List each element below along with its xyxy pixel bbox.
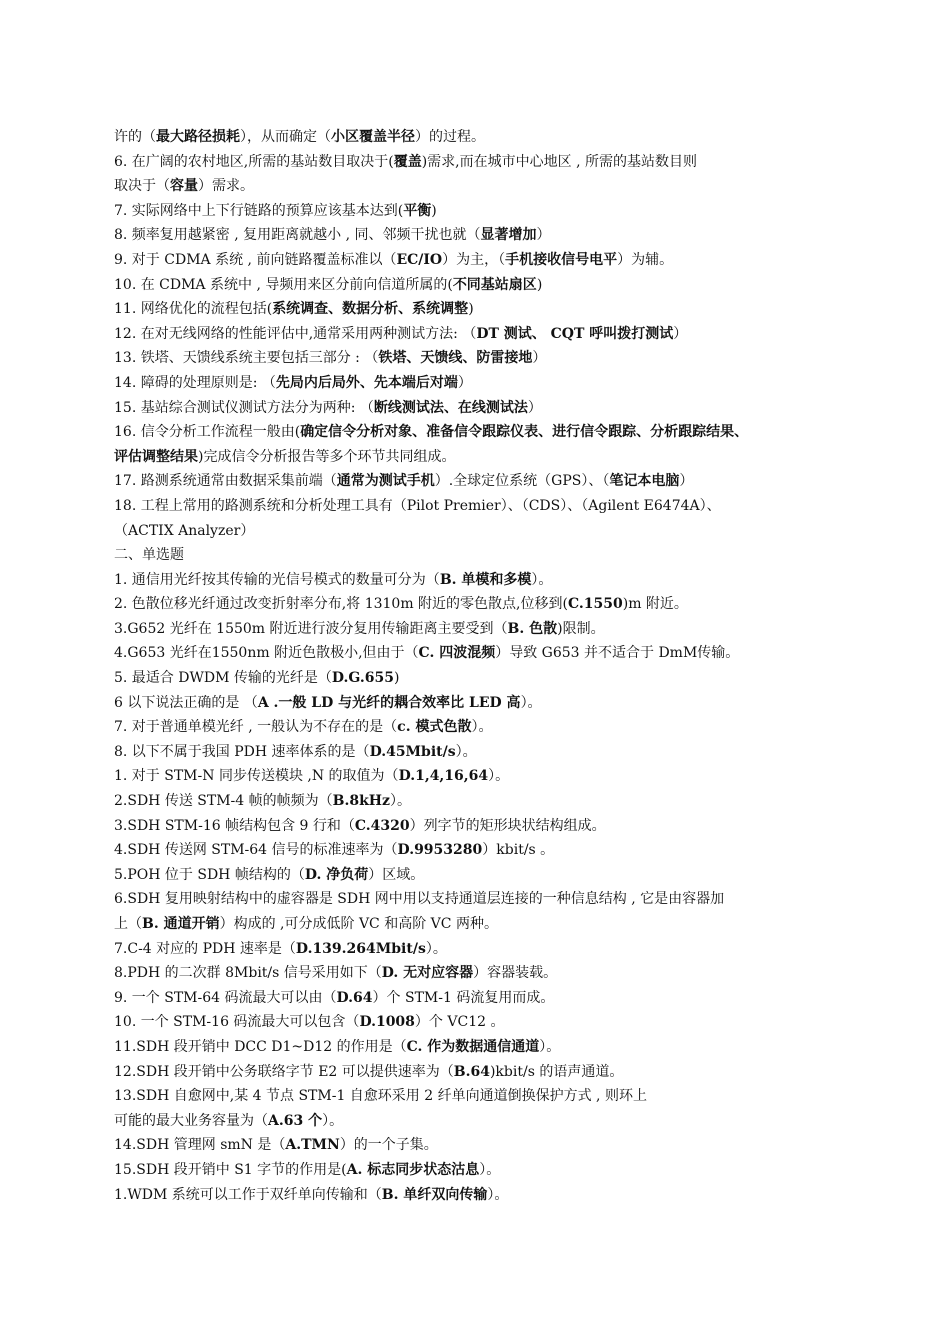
answer-text: D.139.264Mbit/s	[295, 940, 426, 957]
question-text: ）个 STM-1 码流复用而成。	[372, 989, 555, 1006]
text-line	[114, 715, 854, 740]
answer-text: 系统调查、数据分析、系统调整	[272, 301, 469, 318]
question-text: 13.SDH 自愈网中,某 4 节点 STM-1 自愈环采用 2 纤单向通道倒换保护方式 , 则环上	[114, 1088, 647, 1105]
question-text: )限制。	[557, 620, 605, 637]
text-line	[114, 371, 854, 396]
text-line	[114, 420, 854, 445]
question-text: 6 以下说法正确的是 （	[114, 694, 258, 711]
text-line	[114, 568, 854, 593]
text-line	[114, 1084, 854, 1109]
question-text: ）列字节的矩形块状结构组成。	[409, 817, 606, 834]
question-text: )	[393, 670, 400, 687]
question-text: 10. 在 CDMA 系统中 , 导频用来区分前向信道所属的(	[114, 276, 453, 293]
answer-text: D.9953280	[397, 842, 483, 859]
text-line	[114, 248, 854, 273]
question-text: 11. 网络优化的流程包括(	[114, 301, 273, 318]
answer-text: 确定信令分析对象、准备信令跟踪仪表、进行信令跟踪、分析跟踪结果、	[300, 424, 749, 441]
answer-text: 容量	[170, 178, 198, 195]
text-line	[114, 1109, 854, 1134]
text-line	[114, 617, 854, 642]
question-text: 18. 工程上常用的路测系统和分析处理工具有（Pilot Premier）、（CDS）、（Agilent E6474A）、	[114, 497, 721, 514]
answer-text: C.4320	[354, 817, 410, 834]
question-text: ）需求。	[198, 178, 254, 195]
answer-text: 不同基站扇区	[452, 276, 537, 293]
question-text: ）为主，（	[442, 251, 506, 268]
question-text: 11.SDH 段开销中 DCC D1~D12 的作用是（	[114, 1038, 407, 1055]
text-line	[114, 592, 854, 617]
question-text: 9. 对于 CDMA 系统 , 前向链路覆盖标准以（	[114, 251, 397, 268]
question-text: 6. 在广阔的农村地区,所需的基站数目取决于(	[114, 153, 394, 170]
question-text: ）的过程。	[415, 129, 485, 145]
text-line	[114, 494, 854, 519]
text-line	[114, 322, 854, 347]
question-text: ）。	[425, 940, 447, 957]
question-text: 13. 铁塔、天馈线系统主要包括三部分 : （	[114, 350, 379, 367]
answer-text: 通常为测试手机	[336, 473, 435, 490]
answer-text: 最大路径损耗	[156, 129, 240, 145]
text-line	[114, 1133, 854, 1158]
text-line	[114, 1010, 854, 1035]
question-text: 15.SDH 段开销中 S1 字节的作用是(	[114, 1161, 347, 1178]
answer-text: c. 模式色散	[397, 719, 472, 736]
text-line	[114, 887, 854, 912]
question-text: 3.G652 光纤在 1550m 附近进行波分复用传输距离主要受到（	[114, 620, 508, 637]
question-text: 许的（	[114, 129, 156, 145]
question-text: 二、单选题	[114, 547, 184, 564]
answer-text: B. 通道开销	[142, 916, 220, 932]
text-line	[114, 297, 854, 322]
text-line	[114, 666, 854, 691]
question-text: 2. 色散位移光纤通过改变折射率分布,将 1310m 附近的零色散点,位移到(	[114, 596, 568, 613]
text-line	[114, 961, 854, 986]
document-body	[114, 125, 854, 1207]
answer-text: A. 标志同步状态沽息	[346, 1161, 480, 1178]
question-text: 17. 路测系统通常由数据采集前端（	[114, 473, 337, 490]
answer-text: 小区覆盖半径	[331, 129, 415, 145]
answer-text: A .一般 LD 与光纤的耦合效率比 LED 高	[257, 694, 521, 711]
text-line	[114, 838, 854, 863]
text-line	[114, 519, 854, 544]
question-text: )完成信令分析报告等多个环节共同组成。	[198, 448, 456, 465]
question-text: 7.C-4 对应的 PDH 速率是（	[114, 940, 296, 957]
answer-text: 平衡	[403, 202, 432, 219]
text-line	[114, 469, 854, 494]
text-line	[114, 174, 854, 199]
question-text: ）导致 G653 并不适合于 DmM传输。	[495, 645, 740, 662]
question-text: ）。	[531, 571, 553, 588]
question-text: 1. 通信用光纤按其传输的光信号模式的数量可分为（	[114, 571, 440, 588]
answer-text: D.1008	[359, 1014, 415, 1031]
question-text: 3.SDH STM-16 帧结构包含 9 行和（	[114, 817, 355, 834]
answer-text: 覆盖	[393, 153, 422, 170]
question-text: )	[431, 202, 437, 219]
question-text: 5. 最适合 DWDM 传输的光纤是（	[114, 670, 332, 687]
answer-text: A.63 个	[268, 1112, 323, 1129]
question-text: ）。	[487, 1186, 509, 1203]
question-text: ）。	[471, 719, 493, 736]
question-text: ）。	[389, 793, 411, 810]
text-line	[114, 273, 854, 298]
question-text: 10. 一个 STM-16 码流最大可以包含（	[114, 1014, 360, 1031]
text-line	[114, 764, 854, 789]
question-text: ）	[536, 227, 551, 244]
question-text: 1. 对于 STM-N 同步传送模块 ,N 的取值为（	[114, 768, 399, 785]
question-text: 8. 频率复用越紧密 , 复用距离就越小 , 同、邻频干扰也就（	[114, 227, 481, 244]
answer-text: D. 净负荷	[304, 866, 369, 883]
question-text: ）	[679, 473, 694, 490]
question-text: 4.G653 光纤在1550nm 附近色散极小,但由于（	[114, 645, 419, 662]
question-text: 12.SDH 段开销中公务联络字节 E2 可以提供速率为（	[114, 1063, 454, 1080]
answer-text: 显著增加	[480, 227, 537, 244]
question-text: 取决于（	[114, 178, 170, 195]
answer-text: C. 四波混频	[418, 645, 496, 662]
text-line	[114, 641, 854, 666]
answer-text: A.TMN	[285, 1137, 340, 1154]
question-text: )	[468, 301, 474, 318]
text-line	[114, 937, 854, 962]
text-line	[114, 789, 854, 814]
answer-text: C. 作为数据通信通道	[406, 1038, 540, 1055]
answer-text: B. 色散	[507, 620, 558, 637]
question-text: 5.POH 位于 SDH 帧结构的（	[114, 866, 305, 883]
question-text: 8. 以下不属于我国 PDH 速率体系的是（	[114, 743, 370, 760]
question-text: ）。	[539, 1038, 561, 1055]
question-text: 7. 实际网络中上下行链路的预算应该基本达到(	[114, 202, 404, 219]
answer-text: 铁塔、天馈线、防雷接地	[378, 350, 533, 367]
question-text: 上（	[114, 916, 142, 932]
question-text: ）区域。	[368, 866, 425, 883]
text-line	[114, 1060, 854, 1085]
question-text: )kbit/s 的语声通道。	[489, 1063, 624, 1080]
question-text: 15. 基站综合测试仪测试方法分为两种: （	[114, 399, 374, 416]
question-text: 16. 信令分析工作流程一般由(	[114, 424, 301, 441]
question-text: ）。	[479, 1161, 501, 1178]
question-text: ）.全球定位系统（GPS）、（	[434, 473, 610, 490]
question-text: ）。	[488, 768, 510, 785]
text-line	[114, 543, 854, 568]
answer-text: D.G.655	[331, 670, 394, 687]
question-text: ）个 VC12 。	[414, 1014, 505, 1031]
question-text: )m 附近。	[622, 596, 688, 613]
question-text: )	[536, 276, 543, 293]
question-text: 12. 在对无线网络的性能评估中,通常采用两种测试方法: （	[114, 325, 477, 342]
question-text: ）	[673, 325, 688, 342]
question-text: 14. 障碍的处理原则是: （	[114, 374, 276, 391]
text-line	[114, 912, 854, 937]
answer-text: D.1,4,16,64	[398, 768, 489, 785]
answer-text: 手机接收信号电平	[505, 251, 618, 268]
question-text: ）。	[322, 1112, 344, 1129]
question-text: 8.PDH 的二次群 8Mbit/s 信号采用如下（	[114, 965, 382, 982]
text-line	[114, 346, 854, 371]
answer-text: 评估调整结果	[114, 448, 198, 465]
answer-text: DT 测试、 CQT 呼叫拨打测试	[476, 325, 674, 342]
answer-text: 笔记本电脑	[609, 473, 680, 490]
text-line	[114, 445, 854, 470]
question-text: ）。	[455, 743, 477, 760]
text-line	[114, 863, 854, 888]
answer-text: D.64	[336, 989, 373, 1006]
question-text: ）kbit/s 。	[482, 842, 555, 859]
text-line	[114, 396, 854, 421]
question-text: （ACTIX Analyzer）	[114, 522, 255, 539]
question-text: 4.SDH 传送网 STM-64 信号的标准速率为（	[114, 842, 398, 859]
answer-text: B.64	[453, 1063, 490, 1080]
question-text: 7. 对于普通单模光纤 , 一般认为不存在的是（	[114, 719, 398, 736]
question-text: 6.SDH 复用映射结构中的虚容器是 SDH 网中用以支持通道层连接的一种信息结构 , 它是由容器加	[114, 891, 725, 908]
question-text: ）。	[520, 694, 542, 711]
question-text: ）构成的 ,可分成低阶 VC 和高阶 VC 两种。	[219, 916, 498, 932]
question-text: ）	[527, 399, 542, 416]
question-text: ）	[532, 350, 547, 367]
text-line	[114, 691, 854, 716]
question-text: 9. 一个 STM-64 码流最大可以由（	[114, 989, 337, 1006]
question-text: 2.SDH 传送 STM-4 帧的帧频为（	[114, 793, 333, 810]
text-line	[114, 199, 854, 224]
text-line	[114, 1158, 854, 1183]
question-text: 1.WDM 系统可以工作于双纤单向传输和（	[114, 1186, 382, 1203]
question-text: ）容器装载。	[473, 965, 558, 982]
question-text: )需求,而在城市中心地区 , 所需的基站数目则	[421, 153, 697, 170]
text-line	[114, 150, 854, 175]
answer-text: 断线测试法、在线测试法	[373, 399, 528, 416]
answer-text: B. 单模和多模	[439, 571, 532, 588]
question-text: ），从而确定（	[240, 129, 331, 145]
answer-text: B. 单纤双向传输	[381, 1186, 488, 1203]
question-text: 14.SDH 管理网 smN 是（	[114, 1137, 286, 1154]
text-line	[114, 814, 854, 839]
text-line	[114, 986, 854, 1011]
answer-text: EC/IO	[396, 251, 443, 268]
answer-text: C.1550	[567, 596, 623, 613]
answer-text: 先局内后局外、先本端后对端	[275, 374, 458, 391]
question-text: ）的一个子集。	[339, 1137, 438, 1154]
answer-text: D.45Mbit/s	[369, 743, 456, 760]
text-line	[114, 1035, 854, 1060]
question-text: ）为辅。	[617, 251, 674, 268]
text-line	[114, 223, 854, 248]
text-line	[114, 125, 854, 150]
answer-text: D. 无对应容器	[381, 965, 474, 982]
text-line	[114, 740, 854, 765]
question-text: 可能的最大业务容量为（	[114, 1112, 268, 1129]
question-text: ）	[457, 374, 472, 391]
text-line	[114, 1183, 854, 1208]
answer-text: B.8kHz	[332, 793, 390, 810]
